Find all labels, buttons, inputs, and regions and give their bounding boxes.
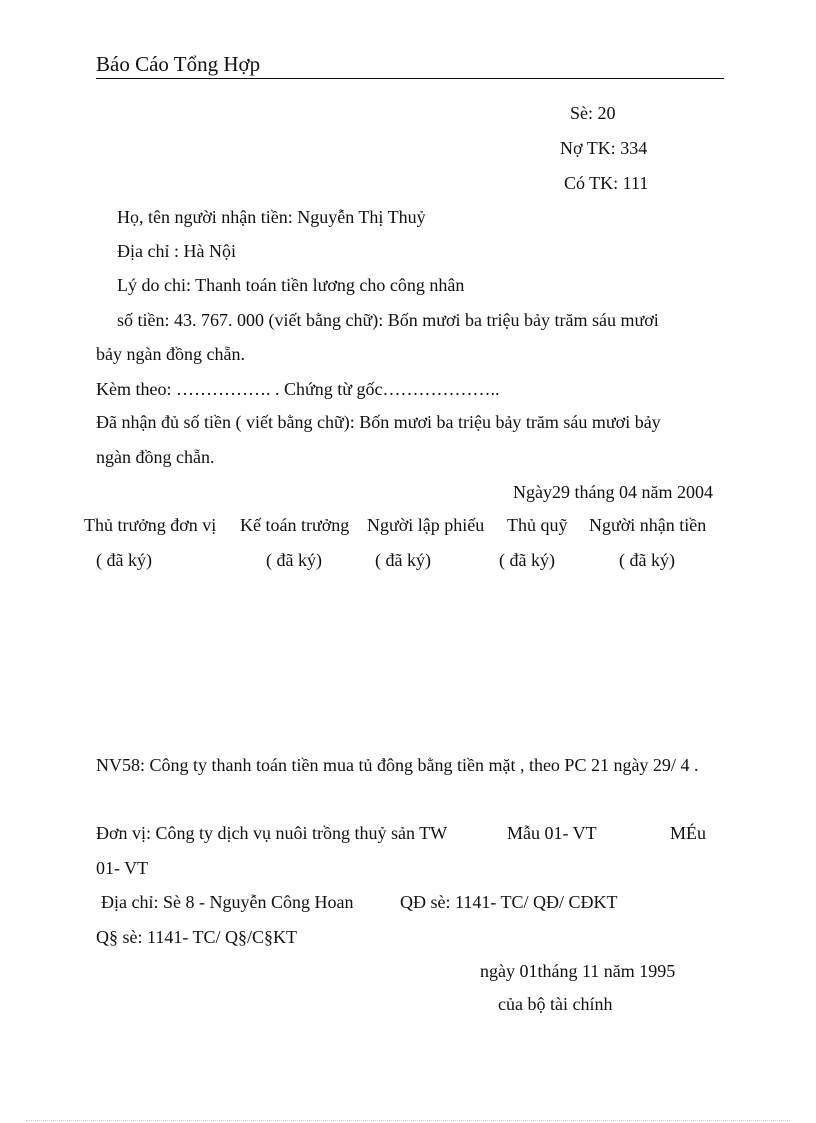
- decision-date: ngày 01tháng 11 năm 1995: [480, 961, 676, 981]
- header-divider: [96, 78, 724, 79]
- decision-number: QĐ sè: 1141- TC/ QĐ/ CĐKT: [400, 892, 618, 912]
- signature-title: Người nhận tiền: [589, 515, 707, 535]
- signature-status: ( đã ký): [266, 550, 322, 570]
- signature-status: ( đã ký): [499, 550, 555, 570]
- form-code: Mẫu 01- VT: [507, 823, 597, 843]
- address-line: Địa chỉ : Hà Nội: [117, 241, 236, 261]
- recipient-line: Họ, tên người nhận tiền: Nguyễn Thị Thuỷ: [117, 207, 426, 227]
- signature-title: Kế toán trưởng: [240, 515, 350, 535]
- signature-title: Thủ quỹ: [507, 515, 568, 535]
- received-line: Đã nhận đủ số tiền ( viết bằng chữ): Bốn mươi ba triệu bảy trăm sáu mươi bảy: [96, 412, 661, 432]
- org-unit: Đơn vị: Công ty dịch vụ nuôi trồng thuỷ sản TW: [96, 823, 448, 843]
- debit-account: Nợ TK: 334: [560, 138, 648, 158]
- received-line-cont: ngàn đồng chẵn.: [96, 447, 215, 467]
- form-code-alt-cont: 01- VT: [96, 858, 149, 878]
- issuing-authority: của bộ tài chính: [498, 994, 613, 1014]
- report-title: Báo Cáo Tổng Hợp: [96, 52, 261, 76]
- signature-title: Thủ trưởng đơn vị: [84, 515, 217, 535]
- attached-line: Kèm theo: ……………. . Chứng từ gốc………………..: [96, 379, 500, 399]
- page-bottom-divider: [26, 1120, 790, 1121]
- signature-status: ( đã ký): [619, 550, 675, 570]
- voucher-date: Ngày29 tháng 04 năm 2004: [513, 482, 713, 502]
- signature-status: ( đã ký): [375, 550, 431, 570]
- decision-number-alt: Q§ sè: 1141- TC/ Q§/C§KT: [96, 927, 297, 947]
- form-code-alt: MÉu: [670, 823, 706, 843]
- signature-status: ( đã ký): [96, 550, 152, 570]
- amount-line-cont: bảy ngàn đồng chẵn.: [96, 344, 245, 364]
- reason-line: Lý do chi: Thanh toán tiền lương cho công nhân: [117, 275, 465, 295]
- credit-account: Có TK: 111: [564, 173, 649, 193]
- signature-title: Người lập phiếu: [367, 515, 485, 535]
- transaction-nv58: NV58: Công ty thanh toán tiền mua tủ đông bằng tiền mặt , theo PC 21 ngày 29/ 4 .: [96, 755, 699, 775]
- amount-line: số tiền: 43. 767. 000 (viết bằng chữ): Bốn mươi ba triệu bảy trăm sáu mươi: [117, 310, 659, 330]
- voucher-number: Sè: 20: [570, 103, 616, 123]
- org-address: Địa chỉ: Sè 8 - Nguyễn Công Hoan: [101, 892, 354, 912]
